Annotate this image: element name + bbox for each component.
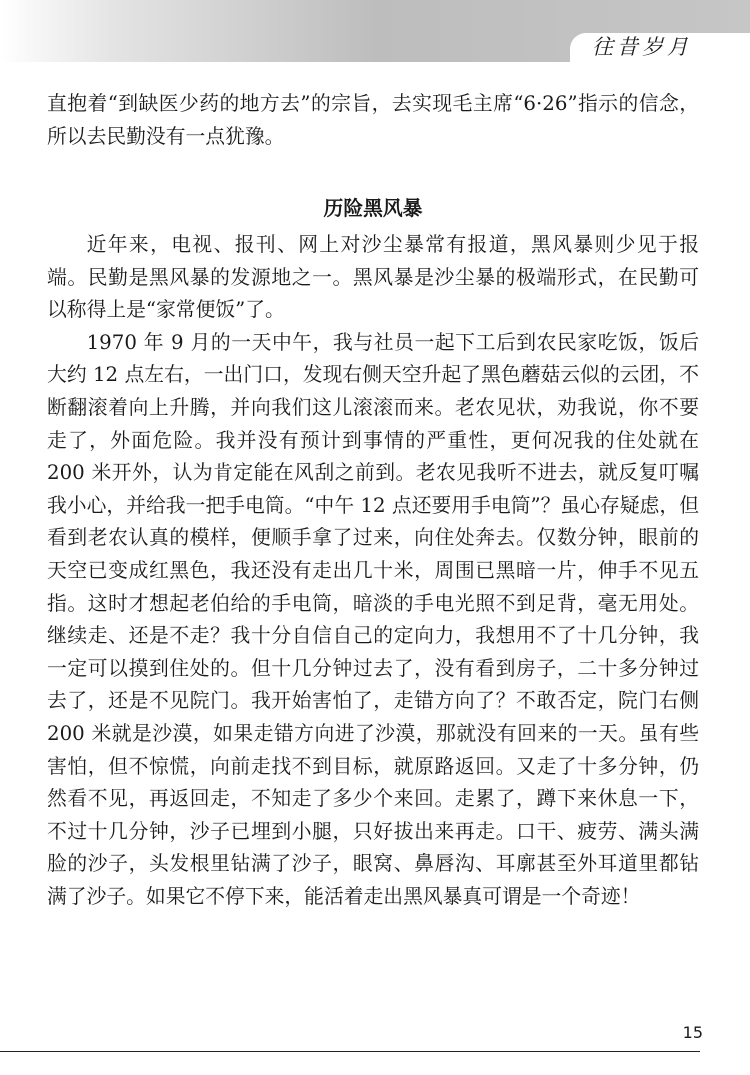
section-heading: 历险黑风暴 xyxy=(323,197,423,220)
footer-rule xyxy=(0,1051,700,1052)
running-header-title: 往昔岁月 xyxy=(570,33,750,62)
page-number: 15 xyxy=(682,1023,703,1042)
intro-paragraph xyxy=(47,88,699,153)
paragraph-text: 直抱着“到缺医少药的地方去”的宗旨，去实现毛主席“6·26”指示的信念，所以去民勤没有一点犹豫。 xyxy=(47,92,699,148)
paragraph: 1970 年 9 月的一天中午，我与社员一起下工后到农民家吃饭，饭后大约 12 点左右，一出门口，发现右侧天空升起了黑色蘑菇云似的云团，不断翻滚着向上升腾，并向我们这儿滚滚而来。老农见状，劝我说，你不要走了，外面危险。我并没有预计到事情的严重性，更何况我的住处就在 200 米开外，认为肯定能在风刮之前到。老农见我听不进去，就反复叮嘱我小心，并给我一把手电筒。“中午 12 点还要用手电筒”？虽心存疑虑，但看到老农认真的模样，便顺手拿了过来，向住处奔去。仅数分钟，眼前的天空已变成红黑色，我还没有走出几十米，周围已黑暗一片，伸手不见五指。这时才想起老伯给的手电筒，暗淡的手电光照不到足背，毫无用处。继续走、还是不走？我十分自信自己的定向力，我想用不了十几分钟，我一定可以摸到住处的。但十几分钟过去了，没有看到房子，二十多分钟过去了，还是不见院门。我开始害怕了，走错方向了？不敢否定，院门右侧 200 米就是沙漠，如果走错方向进了沙漠，那就没有回来的一天。虽有些害怕，但不惊慌，向前走找不到目标，就原路返回。又走了十多分钟，仍然看不见，再返回走，不知走了多少个来回。走累了，蹲下来休息一下，不过十几分钟，沙子已埋到小腿，只好拔出来再走。口干、疲劳、满头满脸的沙子，头发根里钻满了沙子，眼窝、鼻唇沟、耳廓甚至外耳道里都钻满了沙子。如果它不停下来，能活着走出黑风暴真可谓是一个奇迹！ xyxy=(47,330,699,908)
paragraph: 近年来，电视、报刊、网上对沙尘暴常有报道，黑风暴则少见于报端。民勤是黑风暴的发源地之一。黑风暴是沙尘暴的极端形式，在民勤可以称得上是“家常便饭”了。 xyxy=(47,233,699,322)
header-band xyxy=(0,0,750,62)
section-body xyxy=(47,229,699,913)
